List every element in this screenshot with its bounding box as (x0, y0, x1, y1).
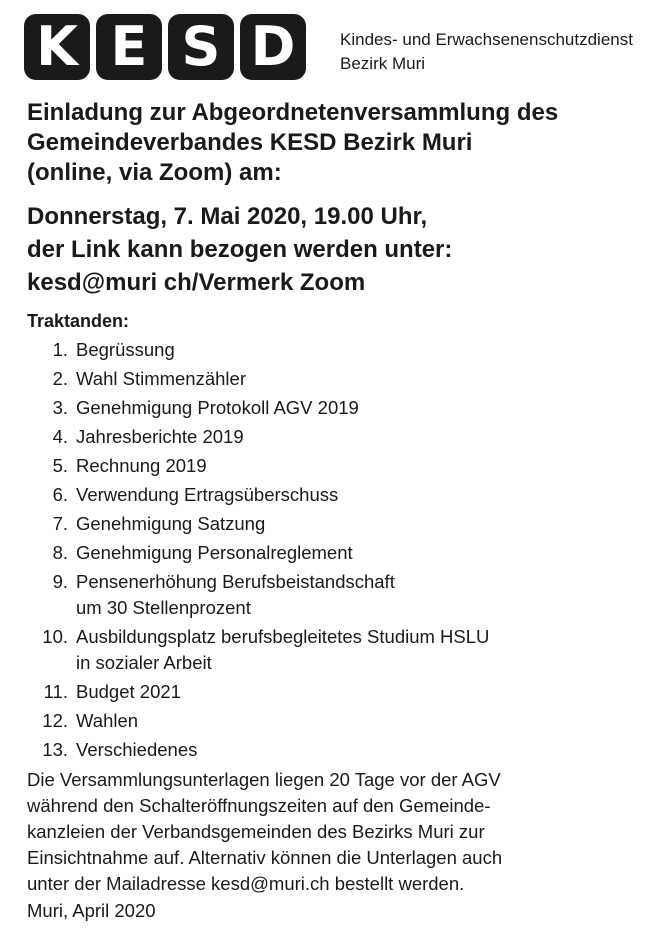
agenda-item-number: 1. (52, 339, 68, 360)
agenda-item-number: 2. (52, 368, 68, 389)
agenda-item (27, 708, 652, 734)
agenda-item-number: 11. (43, 681, 68, 702)
agenda-item-line: Genehmigung Protokoll AGV 2019 (76, 397, 359, 418)
agenda-item-text (76, 624, 489, 676)
agenda-item (27, 395, 652, 421)
title-line: Gemeindeverbandes KESD Bezirk Muri (27, 129, 473, 156)
logo-letter-k: K (24, 14, 90, 80)
agenda-item-number: 5. (52, 455, 68, 476)
agenda-item (27, 540, 652, 566)
agenda-item-number: 13. (42, 739, 68, 760)
date-line: kesd@muri ch/Vermerk Zoom (27, 269, 366, 296)
invitation-title (27, 98, 652, 188)
agenda-item (27, 624, 652, 676)
agenda-item-number: 7. (52, 513, 68, 534)
agenda-item-text (76, 708, 138, 734)
meeting-date (27, 200, 652, 299)
agenda-item-line: Budget 2021 (76, 681, 181, 702)
title-line: (online, via Zoom) am: (27, 159, 282, 186)
agenda-item-text (76, 569, 395, 621)
agenda-item-number: 12. (42, 710, 68, 731)
logo-letter-s: S (168, 14, 234, 80)
agenda-item-number: 6. (52, 484, 68, 505)
footer-line: unter der Mailadresse kesd@muri.ch bestellt werden. (27, 873, 465, 894)
agenda-item-line: Begrüssung (76, 339, 175, 360)
agenda-item-line: um 30 Stellenprozent (76, 597, 251, 618)
agenda-item-line: Wahl Stimmenzähler (76, 368, 246, 389)
agenda-item-number: 3. (52, 397, 68, 418)
agenda-item-number: 10. (42, 626, 68, 647)
agenda-item (27, 453, 652, 479)
agenda-item-line: Pensenerhöhung Berufsbeistandschaft (76, 571, 395, 592)
logo-letter-d: D (240, 14, 306, 80)
agenda-item-text (76, 424, 244, 450)
agenda-item (27, 737, 652, 763)
agenda-item-text (76, 337, 175, 363)
agenda-item-line: Genehmigung Satzung (76, 513, 266, 534)
agenda-item-text (76, 737, 197, 763)
agenda-item-text (76, 453, 207, 479)
agenda-item (27, 366, 652, 392)
date-line: der Link kann bezogen werden unter: (27, 236, 453, 263)
agenda-item-text (76, 395, 359, 421)
agenda-item-line: Rechnung 2019 (76, 455, 207, 476)
footer-line: während den Schalteröffnungszeiten auf den Gemeinde- (27, 795, 491, 816)
agenda-item-text (76, 511, 265, 537)
agenda-item-line: in sozialer Arbeit (76, 652, 212, 673)
agenda-item (27, 569, 652, 621)
kesd-logo (24, 14, 312, 80)
footer-line: Die Versammlungsunterlagen liegen 20 Tage vor der AGV (27, 769, 501, 790)
agenda-item (27, 679, 652, 705)
organization-line-2: Bezirk Muri (340, 54, 426, 73)
agenda-item-text (76, 679, 181, 705)
agenda-item-number: 8. (52, 542, 68, 563)
agenda-item-line: Genehmigung Personalreglement (76, 542, 353, 563)
agenda-item-number: 9. (52, 571, 68, 592)
agenda-heading: Traktanden: (27, 311, 130, 331)
agenda-item (27, 482, 652, 508)
date-line: Donnerstag, 7. Mai 2020, 19.00 Uhr, (27, 203, 428, 230)
agenda-item-line: Verschiedenes (76, 739, 198, 760)
agenda-item-line: Ausbildungsplatz berufsbegleitetes Studium HSLU (76, 626, 490, 647)
agenda-item-number: 4. (52, 426, 68, 447)
logo-letter-e: E (96, 14, 162, 80)
agenda-item (27, 511, 652, 537)
footer-paragraph (27, 767, 652, 897)
footer-line: Einsichtnahme auf. Alternativ können die Unterlagen auch (27, 847, 503, 868)
agenda-item-text (76, 482, 338, 508)
agenda-item-line: Verwendung Ertragsüberschuss (76, 484, 339, 505)
agenda-item (27, 337, 652, 363)
organization-line-1: Kindes- und Erwachsenenschutzdienst (340, 30, 633, 49)
agenda-item-text (76, 540, 353, 566)
organization-name (340, 28, 633, 76)
agenda-item-line: Jahresberichte 2019 (76, 426, 244, 447)
footer-line: kanzleien der Verbandsgemeinden des Bezirks Muri zur (27, 821, 485, 842)
title-line: Einladung zur Abgeordnetenversammlung des (27, 99, 559, 126)
agenda-item-text (76, 366, 246, 392)
agenda-item-line: Wahlen (76, 710, 139, 731)
agenda-list (27, 337, 652, 766)
signoff: Muri, April 2020 (27, 900, 156, 921)
agenda-item (27, 424, 652, 450)
